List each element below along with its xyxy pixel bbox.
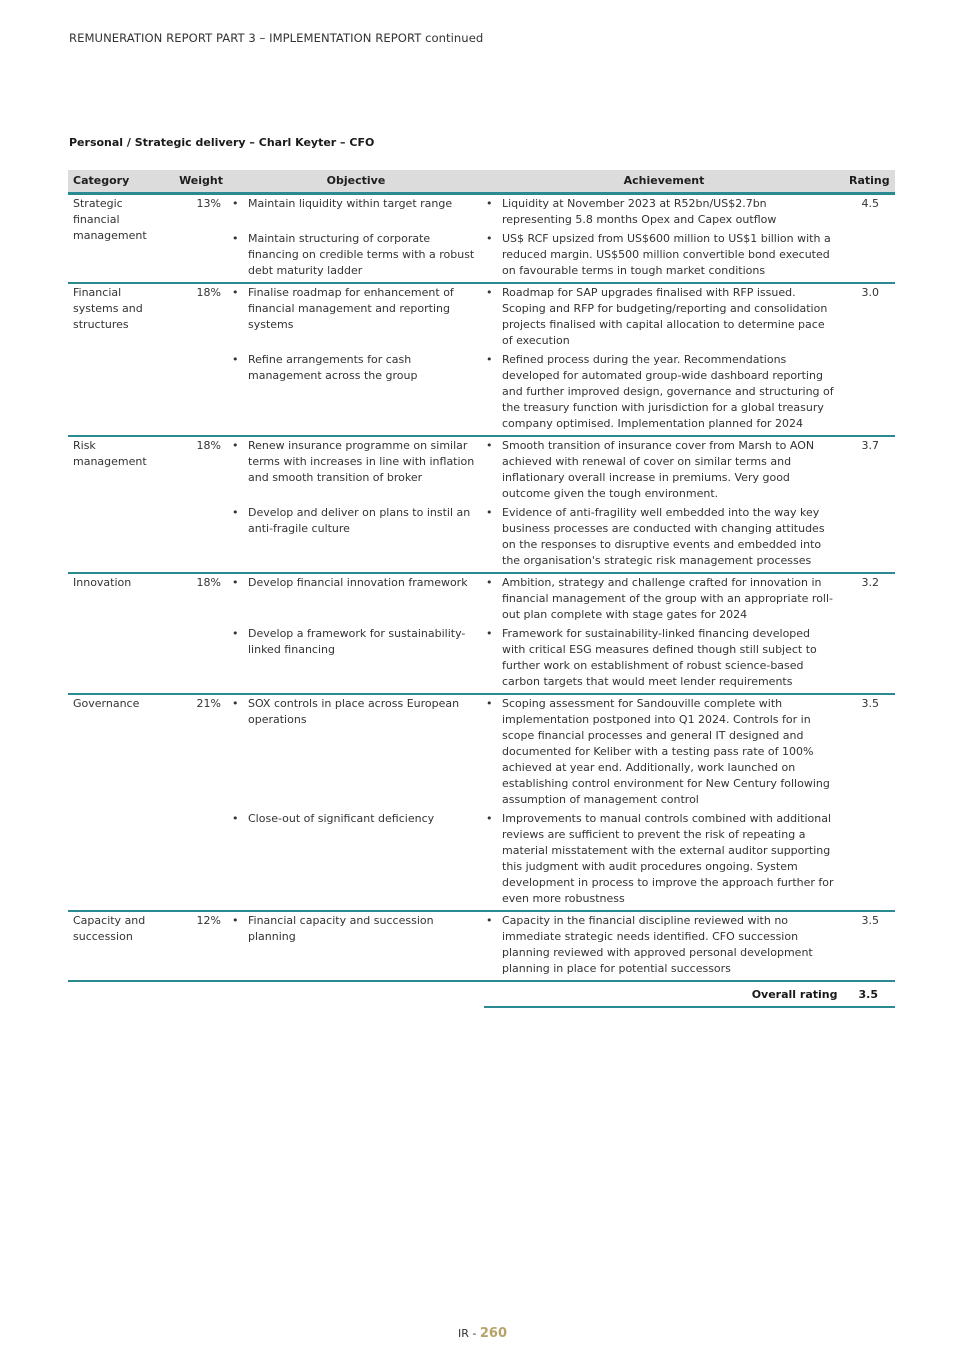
objective-pair [228,285,844,352]
category-cell: Innovation [73,576,132,589]
objective-pair [228,196,844,231]
objective-bullet: • Develop and deliver on plans to instil an anti-fragile culture [228,505,484,569]
achievement-bullet: • Liquidity at November 2023 at R52bn/US$2.7bn representing 5.8 months Opex and Capex outflow [484,196,844,228]
category-cell: Capacity and succession [73,914,146,943]
overall-rating-row [484,982,895,1008]
column-header-rating: Rating [849,174,890,187]
objective-achievement-list [228,438,844,572]
table-row [68,574,895,695]
objective-bullet: • Financial capacity and succession planning [228,913,484,977]
rating-cell: 3.7 [861,439,879,452]
category-cell: Financial systems and structures [73,286,143,331]
objective-bullet: • Close-out of significant deficiency [228,811,484,907]
table-row [68,284,895,437]
overall-rating-value: 3.5 [858,987,878,1001]
weight-cell: 18% [196,439,221,452]
rating-cell: 3.5 [861,697,879,710]
objective-pair [228,352,844,435]
weight-cell: 21% [196,697,221,710]
column-header-objective: Objective [326,174,386,187]
rating-cell: 3.5 [861,914,879,927]
rating-cell: 3.0 [861,286,879,299]
objective-pair [228,811,844,910]
achievement-bullet: • Improvements to manual controls combined with additional reviews are sufficient to prevent the risk of repeating a material misstatement with the external auditor supporting this judgment with audit procedures ongoing. System development in process to improve the approach further for even more robustness [484,811,844,907]
objective-bullet: • Maintain liquidity within target range [228,196,484,228]
objective-pair [228,696,844,811]
table-header-row [68,170,895,195]
column-header-category: Category [73,174,130,187]
column-header-weight: Weight [179,174,223,187]
table-row [68,912,895,982]
objective-achievement-list [228,196,844,282]
rating-cell: 4.5 [861,197,879,210]
column-header-achievement: Achievement [623,174,705,187]
achievement-bullet: • Scoping assessment for Sandouville complete with implementation postponed into Q1 2024. Controls for in scope financial processes and general IT designed and documented for Keliber with a testing pass rate of 100% achieved at year end. Additionally, work launched on establishing control environment for New Century following assumption of management control [484,696,844,808]
weight-cell: 18% [196,576,221,589]
achievement-bullet: • Capacity in the financial discipline reviewed with no immediate strategic needs identified. CFO succession planning reviewed with approved personal development planning in place for potential successors [484,913,844,977]
weight-cell: 12% [196,914,221,927]
objective-pair [228,505,844,572]
objective-bullet: • Renew insurance programme on similar terms with increases in line with inflation and smooth transition of broker [228,438,484,502]
running-header: REMUNERATION REPORT PART 3 – IMPLEMENTATION REPORT continued [69,31,484,45]
objective-bullet: • Maintain structuring of corporate financing on credible terms with a robust debt maturity ladder [228,231,484,279]
objective-bullet: • SOX controls in place across European operations [228,696,484,808]
objective-pair [228,231,844,282]
achievement-bullet: • Framework for sustainability-linked financing developed with critical ESG measures defined though still subject to further work on establishment of robust science-based carbon targets that would meet lender requirements [484,626,844,690]
table-row [68,695,895,912]
objective-bullet: • Refine arrangements for cash management across the group [228,352,484,432]
footer-prefix: IR - [458,1327,480,1340]
achievement-bullet: • Ambition, strategy and challenge crafted for innovation in financial management of the group with an appropriate roll-out plan complete with stage gates for 2024 [484,575,844,623]
objective-pair [228,913,844,980]
category-cell: Governance [73,697,140,710]
objective-achievement-list [228,575,844,693]
category-cell: Risk management [73,439,147,468]
objective-bullet: • Develop a framework for sustainability-linked financing [228,626,484,690]
overall-rating-label: Overall rating [751,987,838,1001]
objective-pair [228,438,844,505]
achievement-bullet: • US$ RCF upsized from US$600 million to US$1 billion with a reduced margin. US$500 million convertible bond executed on favourable terms in tough market conditions [484,231,844,279]
objective-bullet: • Develop financial innovation framework [228,575,484,623]
achievement-bullet: • Refined process during the year. Recommendations developed for automated group-wide dashboard reporting and further improved design, governance and structuring of the treasury function with jurisdiction for a global treasury company optimised. Implementation planned for 2024 [484,352,844,432]
section-title: Personal / Strategic delivery – Charl Keyter – CFO [69,136,375,149]
objective-achievement-list [228,913,844,980]
weight-cell: 18% [196,286,221,299]
page-footer [0,1326,965,1341]
achievement-bullet: • Evidence of anti-fragility well embedded into the way key business processes are conducted with changing attitudes on the responses to disruptive events and embedded into the organisation's strategic risk management processes [484,505,844,569]
rating-cell: 3.2 [861,576,879,589]
performance-table [68,170,895,982]
category-cell: Strategic financial management [73,197,147,242]
page-number: 260 [479,1326,507,1341]
table-row [68,437,895,574]
objective-achievement-list [228,285,844,435]
weight-cell: 13% [196,197,221,210]
achievement-bullet: • Roadmap for SAP upgrades finalised with RFP issued. Scoping and RFP for budgeting/reporting and consolidation projects finalised with capital allocation to determine pace of execution [484,285,844,349]
objective-bullet: • Finalise roadmap for enhancement of financial management and reporting systems [228,285,484,349]
achievement-bullet: • Smooth transition of insurance cover from Marsh to AON achieved with renewal of cover on similar terms and inflationary overall increase in premiums. Very good outcome given the tough environment. [484,438,844,502]
objective-achievement-list [228,696,844,910]
objective-pair [228,626,844,693]
objective-pair [228,575,844,626]
table-row [68,195,895,284]
